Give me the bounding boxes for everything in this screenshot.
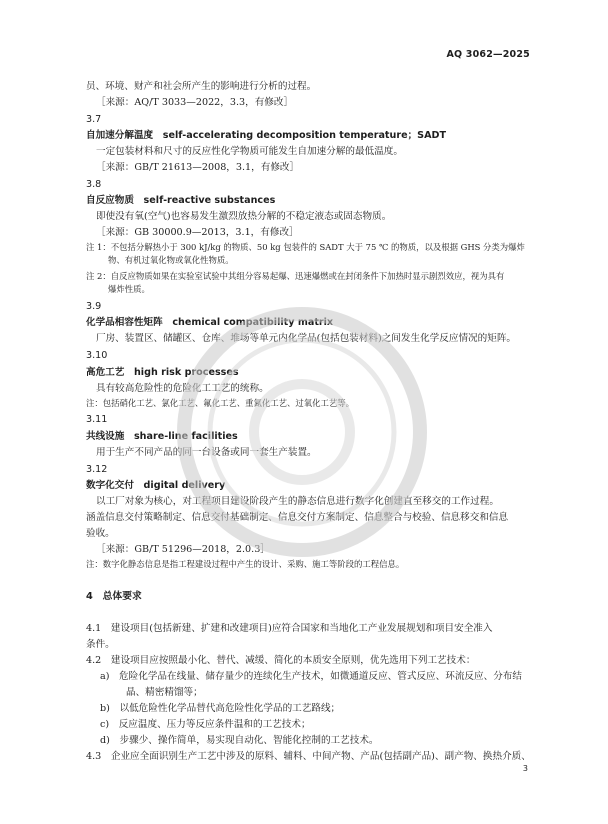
- text-line: 晶、精密精馏等；: [126, 687, 203, 698]
- text-line: 4.1 建设项目(包括新建、扩建和改建项目)应符合国家和当地化工产业发展规划和项目安全准入: [86, 623, 493, 634]
- text-line: 3.10: [86, 350, 108, 361]
- text-line: 用于生产不同产品的同一台设备或同一套生产装置。: [96, 447, 317, 458]
- text-line: 自反应物质 self-reactive substances: [86, 195, 276, 206]
- text-line: 3.12: [86, 464, 108, 475]
- text-line: 具有较高危险性的危险化工工艺的统称。: [96, 383, 269, 394]
- text-line: 注 2：自反应物质如果在实验室试验中其组分容易起爆、迅速爆燃或在封闭条件下加热时显示剧烈效应，视为具有: [86, 271, 505, 281]
- text-line: c) 反应温度、压力等反应条件温和的工艺技术；: [100, 719, 311, 730]
- text-line: b) 以低危险性化学品替代高危险性化学品的工艺路线；: [100, 703, 341, 714]
- text-line: 注：数字化静态信息是指工程建设过程中产生的设计、采购、施工等阶段的工程信息。: [86, 559, 405, 569]
- text-line: 3.7: [86, 114, 102, 125]
- text-line: 4.2 建设项目应按照最小化、替代、减缓、简化的本质安全原则，优先选用下列工艺技术：: [86, 655, 476, 666]
- text-line: 注：包括硝化工艺、氯化工艺、氟化工艺、重氮化工艺、过氧化工艺等。: [86, 398, 354, 408]
- text-line: 物、有机过氧化物或氧化性物质。: [108, 255, 234, 265]
- text-line: ［来源：GB/T 21613—2008，3.1，有修改］: [96, 162, 300, 173]
- text-line: 注 1：不包括分解热小于 300 kJ/kg 的物质、50 kg 包装件的 SADT 大于 75 ℃ 的物质，以及根据 GHS 分类为爆炸: [86, 242, 525, 252]
- text-line: 即使没有氧(空气)也容易发生激烈放热分解的不稳定液态或固态物质。: [96, 211, 392, 222]
- text-line: 3.8: [86, 179, 102, 190]
- text-line: 高危工艺 high risk processes: [86, 367, 239, 378]
- text-line: 涵盖信息交付策略制定、信息交付基础制定、信息交付方案制定、信息整合与校验、信息移交和信息: [86, 512, 509, 523]
- text-line: ［来源：AQ/T 3033—2022，3.3，有修改］: [96, 97, 294, 108]
- page-number: 3: [522, 764, 528, 773]
- text-line: 验收。: [86, 528, 115, 539]
- text-line: 4 总体要求: [86, 591, 142, 602]
- text-line: 自加速分解温度 self-accelerating decomposition temperature；SADT: [86, 130, 447, 141]
- text-line: a) 危险化学品在线量、储存量少的连续化生产技术，如微通道反应、管式反应、环流反应、分布结: [100, 671, 522, 682]
- text-line: 化学品相容性矩阵 chemical compatibility matrix: [86, 317, 334, 328]
- text-line: 爆炸性质。: [108, 284, 150, 294]
- text-line: 3.9: [86, 301, 102, 312]
- text-line: ［来源：GB/T 51296—2018，2.0.3］: [96, 544, 270, 555]
- text-line: 以工厂对象为核心，对工程项目建设阶段产生的静态信息进行数字化创建直至移交的工作过程。: [96, 496, 499, 507]
- text-line: 4.3 企业应全面识别生产工艺中涉及的原料、辅料、中间产物、产品(包括副产品)、副产物、换热介质、: [86, 751, 531, 762]
- text-line: d) 步骤少、操作简单，易实现自动化、智能化控制的工艺技术。: [100, 735, 379, 746]
- text-line: 员、环境、财产和社会所产生的影响进行分析的过程。: [86, 81, 317, 92]
- text-line: 厂房、装置区、储罐区、仓库、堆场等单元内化学品(包括包装材料)之间发生化学反应情况的矩阵。: [96, 333, 517, 344]
- text-line: 共线设施 share-line facilities: [86, 431, 238, 442]
- text-line: 条件。: [86, 639, 115, 650]
- text-line: 数字化交付 digital delivery: [86, 480, 226, 491]
- text-line: ［来源：GB 30000.9—2013，3.1，有修改］: [96, 227, 299, 238]
- standard-number: AQ 3062—2025: [446, 49, 530, 60]
- text-line: 一定包装材料和尺寸的反应性化学物质可能发生自加速分解的最低温度。: [96, 146, 403, 157]
- text-line: 3.11: [86, 414, 108, 425]
